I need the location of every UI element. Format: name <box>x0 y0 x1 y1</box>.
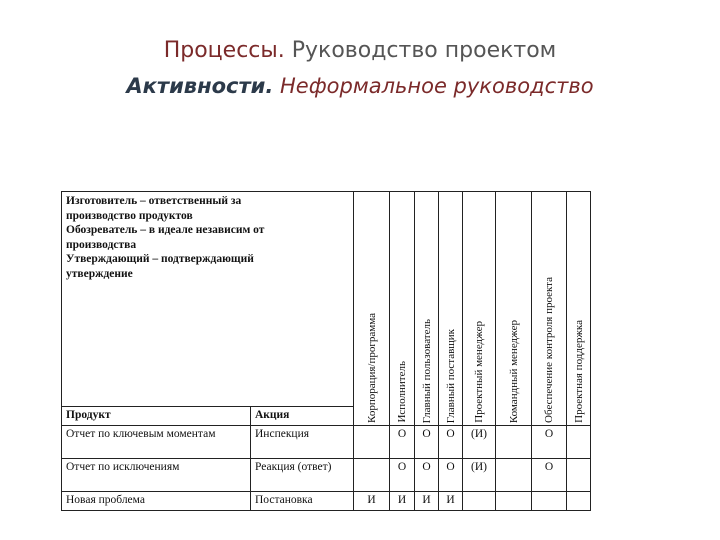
legend-line: Изготовитель – ответственный за <box>66 195 242 207</box>
mark-cell <box>567 492 591 511</box>
mark-cell: O <box>390 426 415 459</box>
role-header <box>496 192 532 426</box>
column-header-action: Акция <box>251 407 354 426</box>
mark-cell: И <box>390 492 415 511</box>
role-header <box>439 192 463 426</box>
role-header <box>354 192 390 426</box>
mark-cell <box>354 459 390 492</box>
table-row <box>62 459 591 492</box>
role-label-executive: Исполнитель <box>396 361 408 423</box>
mark-cell: O <box>532 459 567 492</box>
table-row <box>62 492 591 511</box>
mark-cell: O <box>439 426 463 459</box>
mark-cell: O <box>532 426 567 459</box>
mark-cell: (И) <box>463 459 496 492</box>
mark-cell: O <box>390 459 415 492</box>
role-label-project-support: Проектная поддержка <box>572 320 585 423</box>
mark-cell <box>496 459 532 492</box>
mark-cell <box>532 492 567 511</box>
role-header <box>415 192 439 426</box>
mark-cell: O <box>439 459 463 492</box>
role-label-senior-user: Главный пользователь <box>420 318 433 423</box>
role-header <box>463 192 496 426</box>
legend-line: Утверждающий – подтверждающий <box>66 253 254 265</box>
product-cell: Новая проблема <box>62 492 251 511</box>
legend-line: производство продуктов <box>66 209 193 222</box>
mark-cell <box>354 426 390 459</box>
table-row <box>62 426 591 459</box>
title-activities-text: Неформальное руководство <box>273 74 594 98</box>
role-label-project-assurance: Обеспечение контроля проекта <box>543 277 555 423</box>
mark-cell: (И) <box>463 426 496 459</box>
mark-cell <box>567 459 591 492</box>
column-header-product: Продукт <box>62 407 251 426</box>
action-cell: Реакция (ответ) <box>251 459 354 492</box>
mark-cell: O <box>415 459 439 492</box>
responsibility-table <box>61 191 591 511</box>
product-cell: Отчет по ключевым моментам <box>62 426 251 459</box>
action-cell: Инспекция <box>251 426 354 459</box>
mark-cell: И <box>415 492 439 511</box>
role-label-team-manager: Командный менеджер <box>507 319 520 423</box>
mark-cell: O <box>415 426 439 459</box>
mark-cell <box>463 492 496 511</box>
role-label-corporation: Корпорация/программа <box>365 313 378 423</box>
role-label-project-manager: Проектный менеджер <box>473 321 485 423</box>
product-cell: Отчет по исключениям <box>62 459 251 492</box>
role-header <box>567 192 591 426</box>
legend-line: утверждение <box>66 267 133 280</box>
mark-cell <box>496 426 532 459</box>
title-processes-text: Руководство проектом <box>284 38 557 63</box>
role-label-senior-supplier: Главный поставщик <box>444 328 457 423</box>
title-processes-label: Процессы. <box>163 38 285 63</box>
legend-line: производства <box>66 238 137 251</box>
role-header <box>532 192 567 426</box>
mark-cell <box>496 492 532 511</box>
slide-title-processes <box>0 38 720 63</box>
roles-legend <box>62 192 354 407</box>
action-cell: Постановка <box>251 492 354 511</box>
role-header <box>390 192 415 426</box>
title-activities-label: Активности. <box>126 74 274 98</box>
slide-title-activities <box>0 74 720 98</box>
mark-cell <box>567 426 591 459</box>
mark-cell: И <box>439 492 463 511</box>
legend-line: Обозреватель – в идеале независим от <box>66 224 265 236</box>
mark-cell: И <box>354 492 390 511</box>
